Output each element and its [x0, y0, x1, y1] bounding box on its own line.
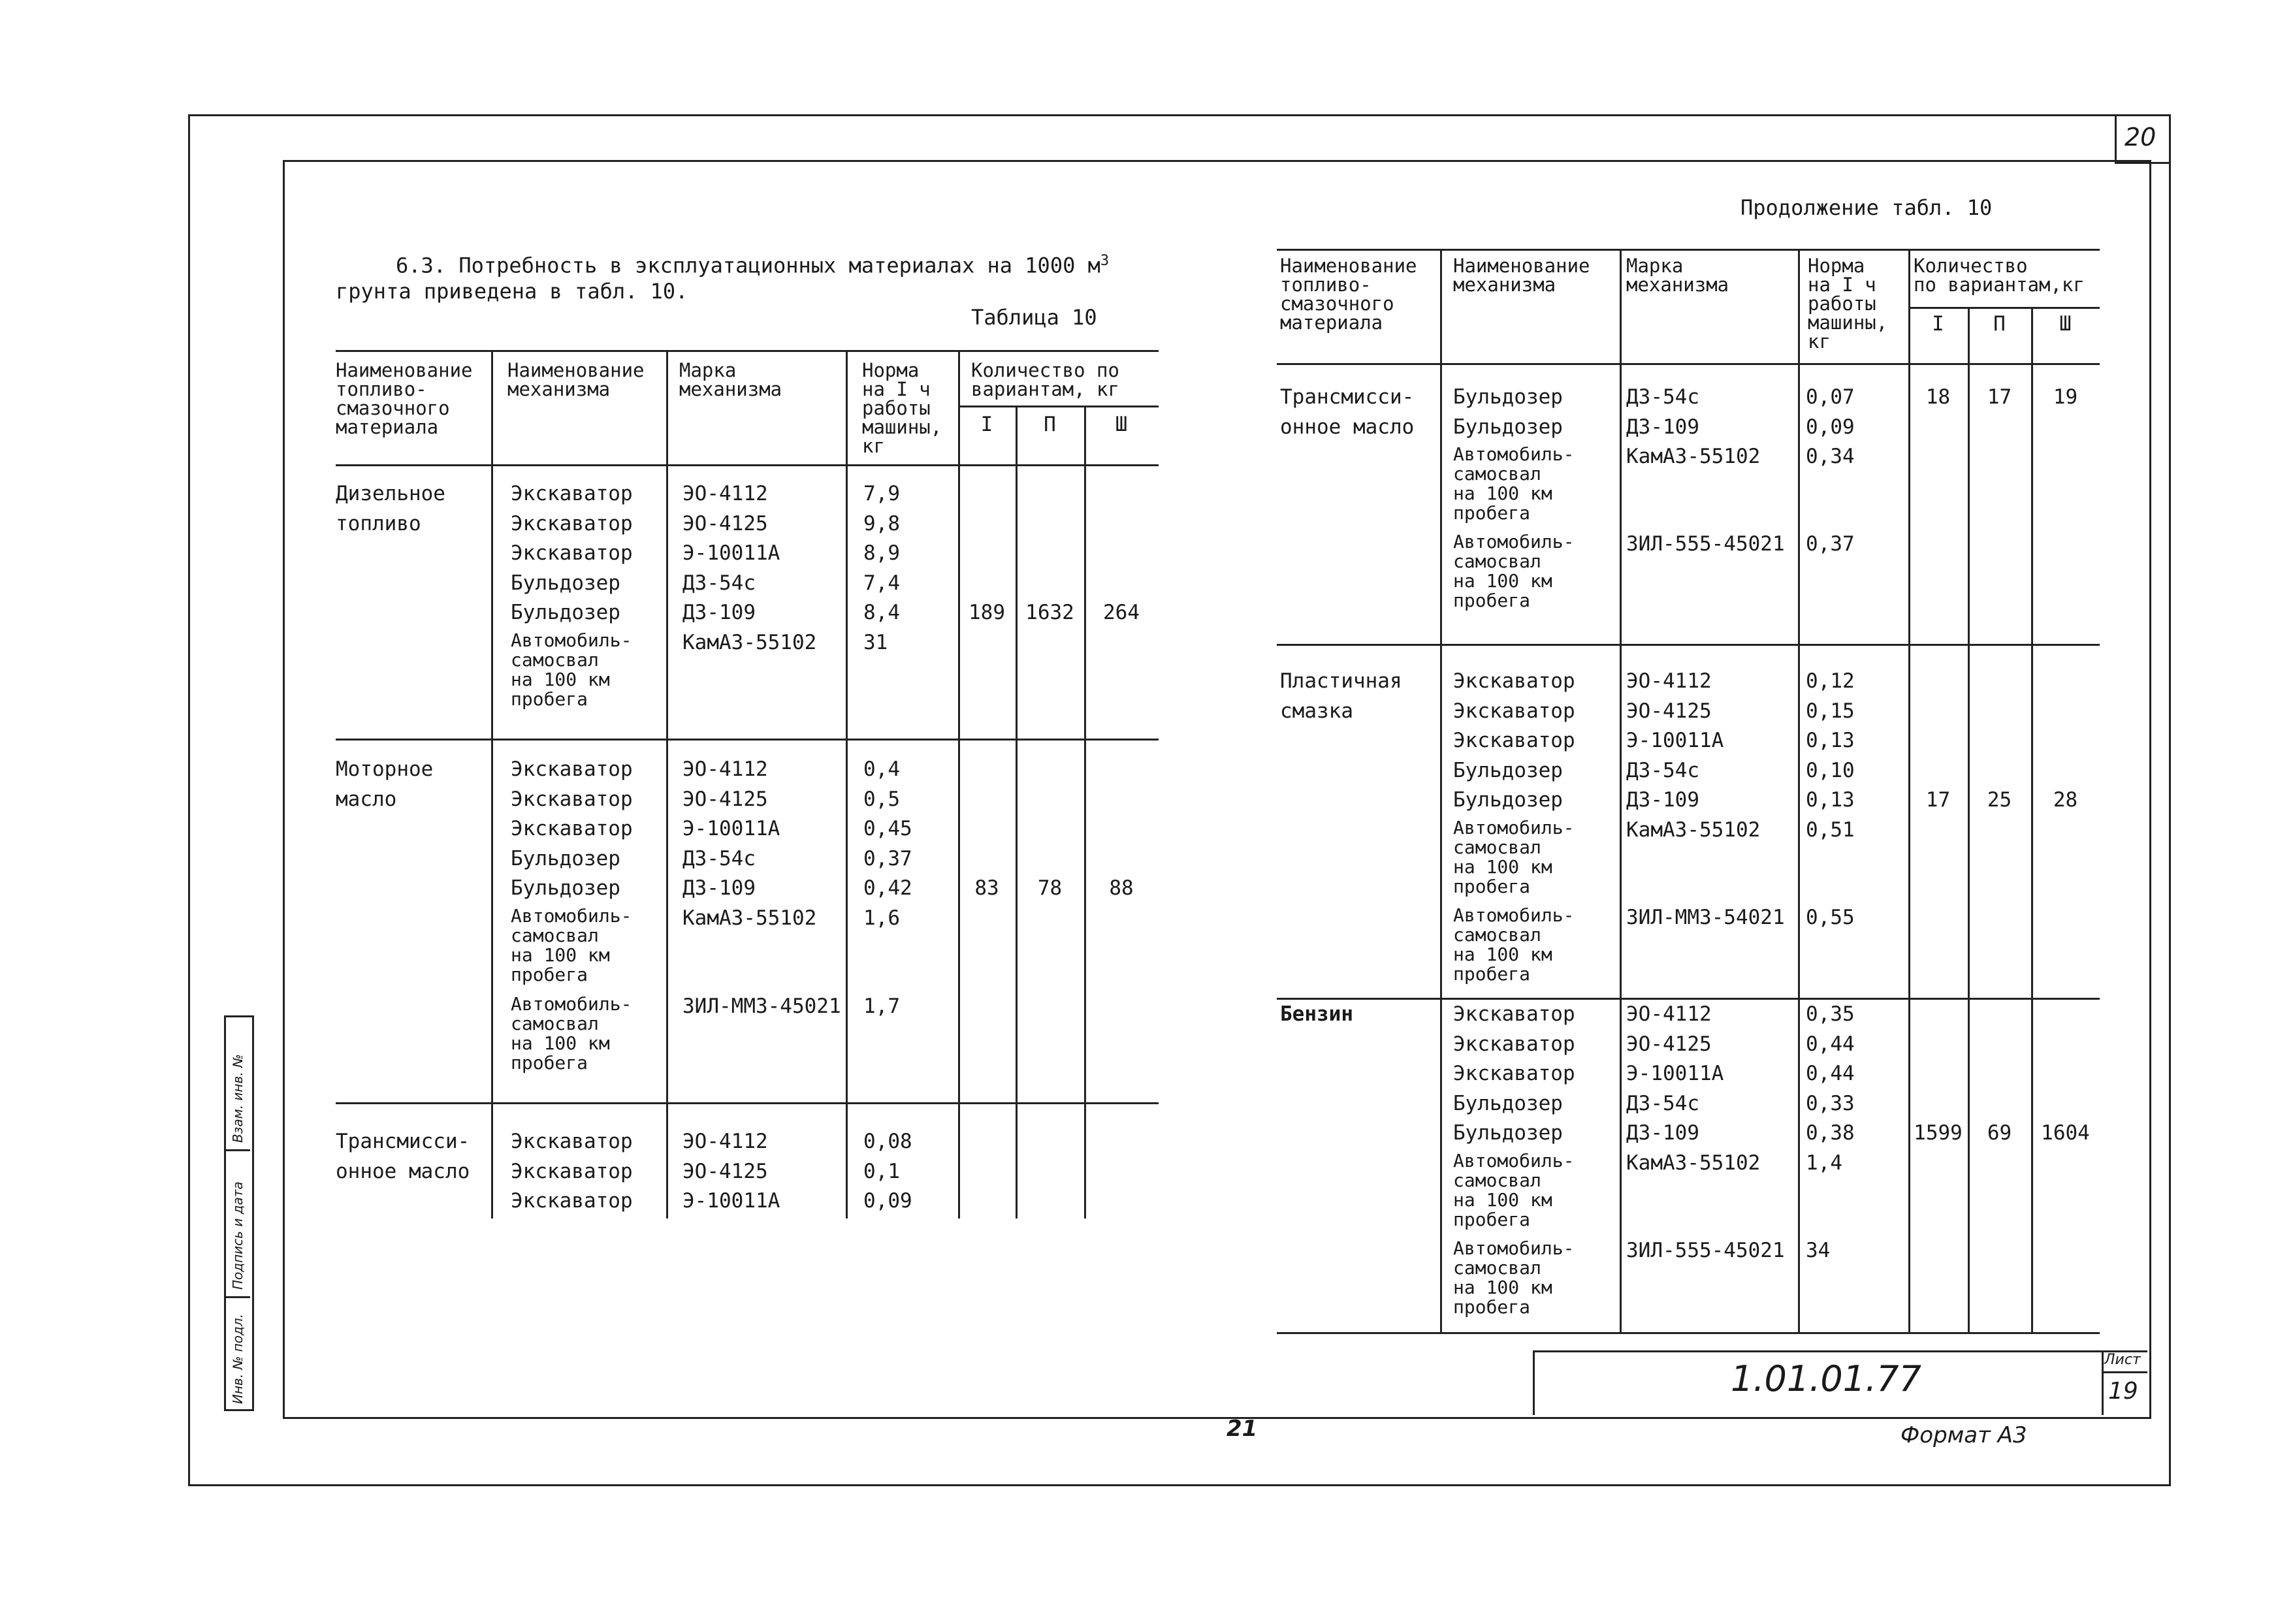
mechanism-name: Автомобиль- [511, 629, 632, 651]
brand: ЭО-4125 [682, 787, 768, 811]
header-line: на I ч [1808, 274, 1876, 296]
brand: ЗИЛ-555-45021 [1626, 1238, 1785, 1262]
quantity-value: 28 [2053, 788, 2078, 812]
brand: Э-10011А [682, 817, 780, 840]
mechanism-name: самосвал [1453, 1256, 1541, 1279]
brand: ЭО-4112 [1626, 669, 1712, 693]
brand: ДЗ-54с [682, 846, 756, 870]
mechanism-name: Экскаватор [511, 757, 633, 781]
material-name: масло [336, 788, 397, 811]
mechanism-name: пробега [1453, 502, 1531, 524]
left-header-norm [862, 361, 942, 456]
brand: ДЗ-54с [1626, 385, 1699, 409]
mechanism-name: пробега [1453, 1208, 1531, 1230]
material-name: Бензин [1280, 1002, 1353, 1026]
header-line: Наименование [336, 359, 473, 381]
norm: 0,13 [1806, 788, 1855, 812]
header-line: Количество [1914, 255, 2028, 277]
sheet-number: 19 [2108, 1378, 2138, 1405]
sheet-label: Лист [2104, 1352, 2141, 1368]
brand: ЗИЛ-ММЗ-54021 [1626, 905, 1785, 929]
norm: 34 [1806, 1238, 1831, 1262]
mechanism-name: пробега [1453, 875, 1531, 897]
norm: 7,4 [863, 571, 900, 595]
right-header-brand [1626, 257, 1729, 295]
right-variant-3: Ш [2059, 312, 2072, 336]
material-name: Трансмисси- [336, 1130, 470, 1153]
header-line: механизма [1453, 274, 1556, 296]
intro-text-line2: грунта приведена в табл. 10. [336, 279, 688, 304]
mechanism-name: Автомобиль- [1453, 1237, 1575, 1259]
norm: 1,6 [863, 906, 900, 930]
header-line: на I ч [862, 378, 931, 400]
quantity-value: 25 [1987, 788, 2012, 812]
quantity-value: 78 [1037, 876, 1063, 900]
header-line: вариантам, кг [971, 378, 1119, 400]
brand: ДЗ-109 [1626, 1121, 1699, 1145]
mechanism-name: Бульдозер [511, 571, 620, 595]
brand: Э-10011А [682, 541, 780, 565]
header-line: топливо- [336, 378, 427, 400]
norm: 0,35 [1806, 1002, 1855, 1026]
brand: ЭО-4125 [1626, 699, 1712, 723]
header-line: смазочного [1280, 293, 1394, 315]
norm: 9,8 [863, 511, 900, 535]
norm: 0,10 [1806, 758, 1855, 782]
left-header-quantity [971, 361, 1119, 399]
quantity-value: 1599 [1914, 1121, 1963, 1145]
left-variant-1: I [980, 413, 993, 436]
mechanism-name: Экскаватор [511, 511, 633, 535]
quantity-value: 83 [974, 876, 999, 900]
intro-text-line1: 6.3. Потребность в эксплуатационных материалах на 1000 $м^3$ [396, 253, 1110, 278]
mechanism-name: Автомобиль- [1453, 816, 1575, 838]
format-label: Формат А3 [1900, 1422, 2027, 1448]
mechanism-name: Бульдозер [1453, 385, 1563, 409]
quantity-value: 264 [1103, 601, 1140, 624]
mechanism-name: Экскаватор [511, 1189, 633, 1213]
mechanism-name: на 100 км [1453, 1276, 1552, 1298]
norm: 0,09 [863, 1189, 912, 1213]
mechanism-name: самосвал [1453, 923, 1541, 946]
table-label: Таблица 10 [971, 305, 1097, 330]
mechanism-name: на 100 км [511, 668, 610, 690]
mechanism-name: самосвал [1453, 463, 1541, 485]
norm: 0,12 [1806, 669, 1855, 693]
header-line: материала [1280, 311, 1383, 334]
right-variant-1: I [1932, 312, 1944, 336]
brand: ЗИЛ-ММЗ-45021 [682, 994, 841, 1018]
mechanism-name: самосвал [1453, 550, 1541, 572]
norm: 1,4 [1806, 1151, 1842, 1175]
brand: ДЗ-109 [682, 876, 756, 900]
mechanism-name: Экскаватор [511, 482, 633, 505]
quantity-value: 88 [1109, 876, 1134, 900]
brand: ЭО-4125 [682, 511, 768, 535]
brand: КамАЗ-55102 [682, 630, 817, 654]
brand: ЗИЛ-555-45021 [1626, 532, 1785, 556]
mechanism-name: Автомобиль- [1453, 904, 1575, 926]
brand: КамАЗ-55102 [1626, 1151, 1761, 1175]
brand: ДЗ-54с [1626, 1091, 1699, 1115]
material-name: Пластичная [1280, 669, 1402, 693]
left-header-material [336, 361, 473, 437]
mechanism-name: Автомобиль- [511, 993, 632, 1015]
mechanism-name: Бульдозер [1453, 758, 1563, 782]
right-header-mechanism [1453, 257, 1590, 295]
norm: 0,38 [1806, 1121, 1855, 1145]
left-variant-2: П [1044, 413, 1056, 436]
header-line: механизма [679, 378, 782, 400]
material-name: топливо [336, 512, 421, 535]
mechanism-name: Экскаватор [511, 1159, 633, 1183]
header-line: механизма [507, 378, 611, 400]
header-line: смазочного [336, 397, 450, 419]
norm: 0,13 [1806, 729, 1855, 752]
mechanism-name: на 100 км [1453, 943, 1552, 965]
norm: 1,7 [863, 994, 900, 1018]
material-name: Дизельное [336, 482, 445, 505]
norm: 0,33 [1806, 1091, 1855, 1115]
quantity-value: 69 [1987, 1121, 2012, 1145]
brand: ДЗ-109 [1626, 415, 1699, 439]
header-line: работы [862, 397, 931, 419]
brand: ДЗ-109 [1626, 788, 1699, 812]
mechanism-name: самосвал [1453, 836, 1541, 858]
mechanism-name: Экскаватор [1453, 1002, 1575, 1026]
brand: ЭО-4112 [682, 757, 768, 781]
brand: КамАЗ-55102 [1626, 818, 1761, 842]
mechanism-name: Бульдозер [1453, 1091, 1563, 1115]
mechanism-name: Автомобиль- [511, 904, 632, 927]
mechanism-name: на 100 км [511, 1032, 610, 1054]
norm: 0,37 [1806, 532, 1855, 556]
norm: 0,5 [863, 787, 900, 811]
mechanism-name: самосвал [1453, 1169, 1541, 1191]
header-line: работы [1808, 293, 1876, 315]
right-header-norm [1808, 257, 1887, 351]
norm: 0,51 [1806, 818, 1855, 842]
material-name: Моторное [336, 757, 434, 781]
material-name: Трансмисси- [1280, 385, 1415, 409]
header-line: топливо- [1280, 274, 1371, 296]
brand: ДЗ-54с [1626, 758, 1699, 782]
mechanism-name: на 100 км [511, 944, 610, 966]
quantity-value: 18 [1925, 385, 1951, 409]
norm: 0,45 [863, 817, 912, 840]
mechanism-name: на 100 км [1453, 570, 1552, 592]
norm: 0,09 [1806, 415, 1855, 439]
material-name: онное масло [1280, 415, 1415, 439]
header-line: механизма [1626, 274, 1729, 296]
mechanism-name: Автомобиль- [1453, 531, 1575, 552]
mechanism-name: Экскаватор [1453, 669, 1575, 693]
mechanism-name: Бульдозер [511, 601, 620, 624]
mechanism-name: пробега [511, 688, 588, 710]
mechanism-name: пробега [511, 963, 588, 985]
norm: 0,44 [1806, 1062, 1855, 1085]
norm: 0,42 [863, 876, 912, 900]
left-variant-3: Ш [1115, 413, 1128, 436]
header-line: Наименование [1280, 255, 1417, 277]
quantity-value: 17 [1987, 385, 2012, 409]
right-header-material [1280, 257, 1417, 332]
mechanism-name: Экскаватор [1453, 1032, 1575, 1056]
mechanism-name: Бульдозер [1453, 415, 1563, 439]
norm: 31 [863, 630, 888, 654]
mechanism-name: Бульдозер [511, 846, 620, 870]
brand: ДЗ-54с [682, 571, 756, 595]
header-line: машины, [862, 416, 942, 438]
norm: 0,34 [1806, 445, 1855, 468]
mechanism-name: самосвал [511, 648, 599, 671]
norm: 0,15 [1806, 699, 1855, 723]
mechanism-name: самосвал [511, 924, 599, 946]
header-line: Норма [1808, 255, 1865, 277]
page-number-top: 20 [2125, 123, 2157, 151]
mechanism-name: самосвал [511, 1012, 599, 1034]
header-line: кг [1808, 330, 1831, 353]
header-line: Норма [862, 359, 920, 381]
header-line: Марка [679, 359, 737, 381]
bottom-page-number: 21 [1227, 1416, 1258, 1442]
left-header-mechanism [507, 361, 645, 399]
norm: 7,9 [863, 482, 900, 505]
mechanism-name: Бульдозер [1453, 788, 1563, 812]
mechanism-name: Экскаватор [1453, 699, 1575, 723]
brand: ДЗ-109 [682, 601, 756, 624]
stamp-signature-label: Подпись и дата [230, 1181, 246, 1290]
mechanism-name: пробега [1453, 590, 1531, 611]
mechanism-name: Экскаватор [1453, 729, 1575, 752]
header-line: машины, [1808, 311, 1888, 334]
mechanism-name: Экскаватор [511, 541, 633, 565]
quantity-value: 189 [969, 601, 1005, 624]
material-name: онное масло [336, 1160, 470, 1183]
header-line: по вариантам,кг [1914, 274, 2085, 296]
quantity-value: 19 [2053, 385, 2078, 409]
norm: 0,07 [1806, 385, 1855, 409]
brand: КамАЗ-55102 [1626, 445, 1761, 468]
mechanism-name: Экскаватор [511, 817, 633, 840]
brand: КамАЗ-55102 [682, 906, 817, 930]
norm: 8,4 [863, 601, 900, 624]
mechanism-name: на 100 км [1453, 1188, 1552, 1211]
mechanism-name: на 100 км [1453, 483, 1552, 504]
header-line: Наименование [1453, 255, 1590, 277]
norm: 0,44 [1806, 1032, 1855, 1056]
brand: ЭО-4112 [682, 482, 768, 505]
header-line: кг [862, 435, 885, 457]
quantity-value: 1632 [1025, 601, 1074, 624]
right-variant-2: П [1993, 312, 2006, 336]
mechanism-name: на 100 км [1453, 855, 1552, 878]
header-line: Марка [1626, 255, 1684, 277]
quantity-value: 17 [1925, 788, 1951, 812]
doc-code: 1.01.01.77 [1731, 1358, 1921, 1399]
mechanism-name: Экскаватор [511, 1130, 633, 1153]
material-name: смазка [1280, 699, 1353, 723]
stamp-inv-label: Инв. № подл. [230, 1314, 246, 1404]
mechanism-name: Бульдозер [1453, 1121, 1563, 1145]
continuation-label: Продолжение табл. 10 [1740, 195, 1993, 220]
norm: 0,37 [863, 846, 912, 870]
norm: 0,08 [863, 1130, 912, 1153]
norm: 0,4 [863, 757, 900, 781]
norm: 0,55 [1806, 905, 1855, 929]
norm: 0,1 [863, 1159, 900, 1183]
brand: ЭО-4112 [682, 1130, 768, 1153]
header-line: материала [336, 416, 439, 438]
stamp-replace-label: Взам. инв. № [230, 1054, 246, 1143]
left-header-brand [679, 361, 782, 399]
mechanism-name: Экскаватор [1453, 1062, 1575, 1085]
mechanism-name: Бульдозер [511, 876, 620, 900]
mechanism-name: пробега [511, 1051, 588, 1074]
right-header-quantity [1914, 257, 2085, 295]
header-line: Наименование [507, 359, 645, 381]
brand: ЭО-4112 [1626, 1002, 1712, 1026]
mechanism-name: Автомобиль- [1453, 443, 1575, 465]
mechanism-name: Автомобиль- [1453, 1149, 1575, 1171]
header-line: Количество по [971, 359, 1119, 381]
brand: Э-10011А [1626, 1062, 1724, 1085]
mechanism-name: пробега [1453, 963, 1531, 985]
mechanism-name: пробега [1453, 1296, 1531, 1318]
quantity-value: 1604 [2041, 1121, 2090, 1145]
mechanism-name: Экскаватор [511, 787, 633, 811]
brand: Э-10011А [1626, 729, 1724, 752]
norm: 8,9 [863, 541, 900, 565]
brand: Э-10011А [682, 1189, 780, 1213]
brand: ЭО-4125 [1626, 1032, 1712, 1056]
brand: ЭО-4125 [682, 1159, 768, 1183]
